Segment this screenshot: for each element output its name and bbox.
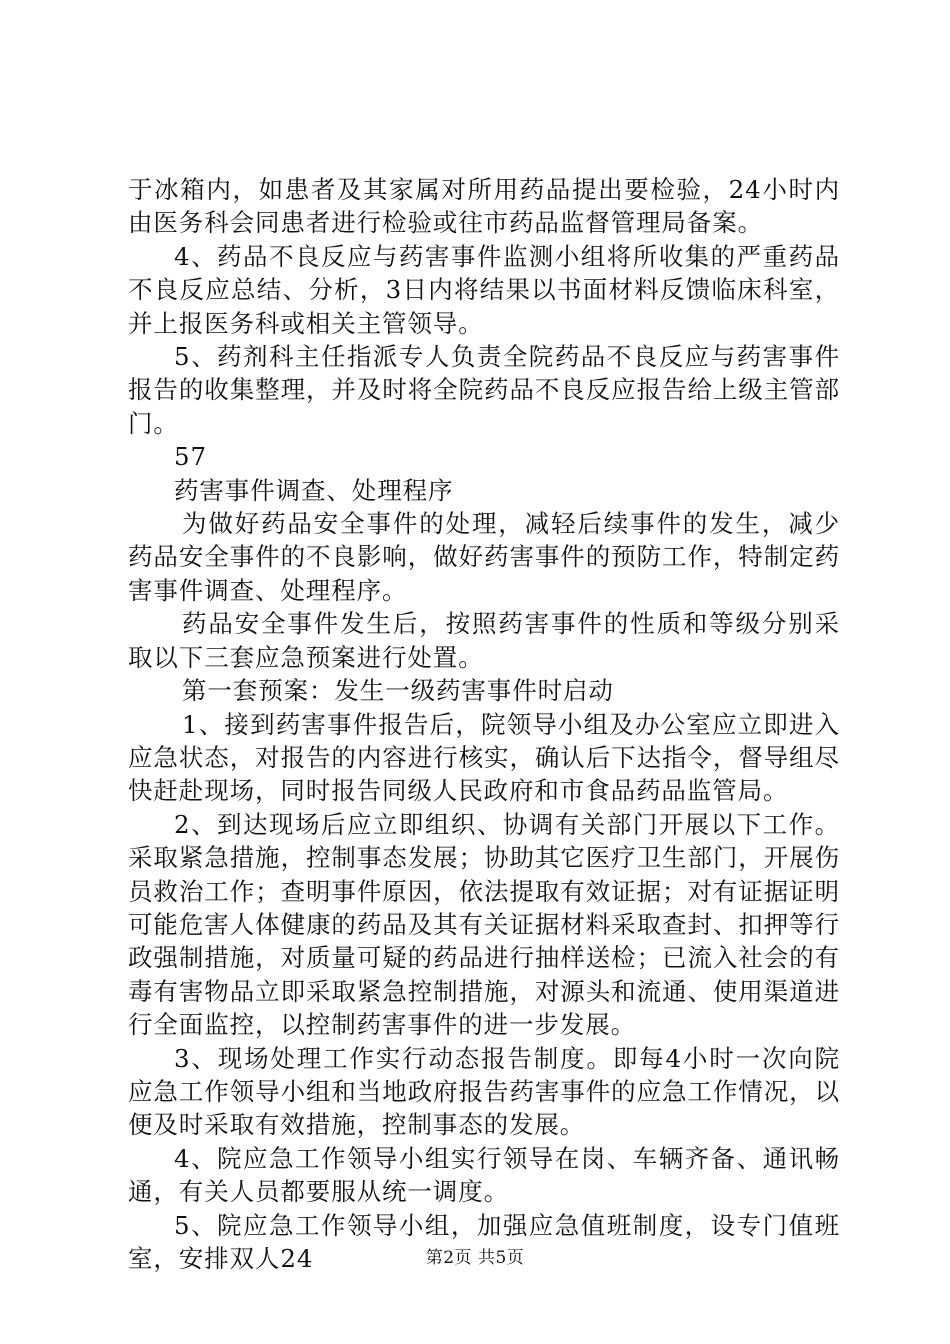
paragraph-step-1: 1、接到药害事件报告后，院领导小组及办公室应立即进入应急状态，对报告的内容进行核实，确认后下达指令，督导组尽快赶赴现场，同时报告同级人民政府和市食品药品监管局。 bbox=[128, 709, 840, 806]
paragraph-plans: 药品安全事件发生后，按照药害事件的性质和等级分别采取以下三套应急预案进行处置。 bbox=[128, 609, 840, 672]
section-heading: 药害事件调查、处理程序 bbox=[174, 475, 454, 505]
paragraph-intro: 为做好药品安全事件的处理，减轻后续事件的发生，减少药品安全事件的不良影响，做好药害事件的预防工作，特制定药害事件调查、处理程序。 bbox=[128, 509, 840, 605]
paragraph-continuation: 于冰箱内，如患者及其家属对所用药品提出要检验，24小时内由医务科会同患者进行检验或往市药品监督管理局备案。 bbox=[128, 175, 840, 238]
paragraph-item-5: 5、药剂科主任指派专人负责全院药品不良反应与药害事件报告的收集整理，并及时将全院药品不良反应报告给上级主管部门。 bbox=[128, 342, 840, 438]
paragraph-item-4: 4、药品不良反应与药害事件监测小组将所收集的严重药品不良反应总结、分析，3日内将结果以书面材料反馈临床科室，并上报医务科或相关主管领导。 bbox=[128, 241, 840, 338]
paragraph-step-4: 4、院应急工作领导小组实行领导在岗、车辆齐备、通讯畅通，有关人员都要服从统一调度。 bbox=[128, 1143, 840, 1207]
plan-one-heading: 第一套预案：发生一级药害事件时启动 bbox=[182, 676, 614, 706]
paragraph-step-2: 2、到达现场后应立即组织、协调有关部门开展以下工作。采取紧急措施，控制事态发展；协助其它医疗卫生部门，开展伤员救治工作；查明事件原因，依法提取有效证据；对有证据证明可能危害人体健康的药品及其有关证据材料采取查封、扣押等行政强制措施，对质量可疑的药品进行抽样送检；已流入社会的有毒有害物品立即采取紧急控制措施，对源头和流通、使用渠道进行全面监控，以控制药害事件的进一步发展。 bbox=[128, 809, 840, 1040]
paragraph-step-5: 5、院应急工作领导小组，加强应急值班制度，设专门值班室，安排双人24 bbox=[128, 1210, 840, 1273]
page-footer: 第2页 共5页 bbox=[425, 1248, 525, 1268]
document-body bbox=[128, 173, 840, 1275]
page-number-inline: 57 bbox=[174, 442, 207, 472]
paragraph-step-3: 3、现场处理工作实行动态报告制度。即每4小时一次向院应急工作领导小组和当地政府报告药害事件的应急工作情况，以便及时采取有效措施，控制事态的发展。 bbox=[128, 1043, 840, 1140]
